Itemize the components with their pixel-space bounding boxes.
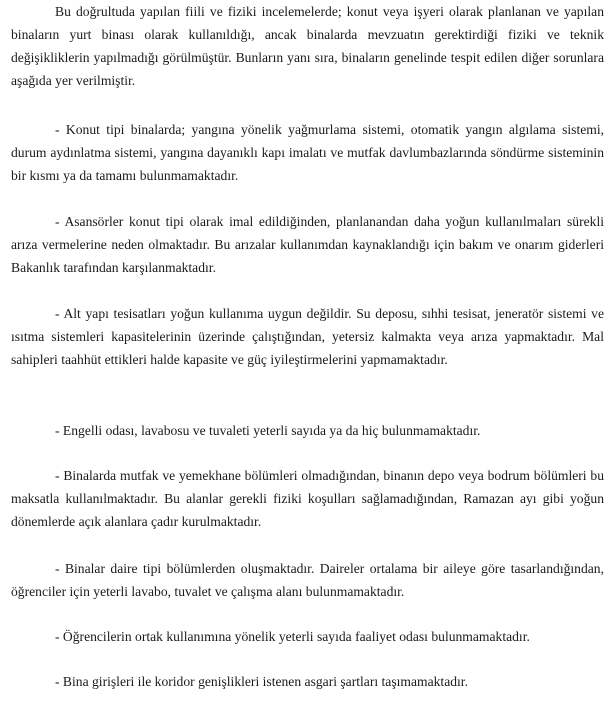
paragraph-intro: Bu doğrultuda yapılan fiili ve fiziki incelemelerde; konut veya işyeri olarak planlanan ve yapılan binaların yurt binası olarak kullanıldığı, ancak binalarda mevzuatın gerektirdiği fiziki ve teknik değişikliklerin yapılmadığı görülmüştür. Bunların yanı sıra, binaların genelinde tespit edilen diğer sorunlara aşağıda yer verilmiştir. bbox=[11, 4, 604, 88]
paragraph-activity-rooms: - Öğrencilerin ortak kullanımına yönelik yeterli sayıda faaliyet odası bulunmamaktadır. bbox=[55, 629, 530, 644]
paragraph-infrastructure: - Alt yapı tesisatları yoğun kullanıma uygun değildir. Su deposu, sıhhi tesisat, jeneratör sistemi ve ısıtma sistemleri kapasitelerinin üzerinde çalıştığından, yetersiz kalmakta veya arıza yapmaktadır. Mal sahipleri taahhüt ettikleri halde kapasite ve güç iyileştirmelerini yapmamaktadır. bbox=[11, 306, 604, 367]
paragraph-apartments: - Binalar daire tipi bölümlerden oluşmaktadır. Daireler ortalama bir aileye göre tasarlandığından, öğrenciler için yeterli lavabo, tuvalet ve çalışma alanı bulunmamaktadır. bbox=[11, 561, 604, 599]
paragraph-kitchen: - Binalarda mutfak ve yemekhane bölümleri olmadığından, binanın depo veya bodrum bölümleri bu maksatla kullanılmaktadır. Bu alanlar gerekli fiziki koşulları sağlamadığından, Ramazan ayı gibi yoğun dönemlerde açık alanlara çadır kurulmaktadır. bbox=[11, 468, 604, 529]
paragraph-elevators: - Asansörler konut tipi olarak imal edildiğinden, planlanandan daha yoğun kullanılmaları sürekli arıza vermelerine neden olmaktadır. Bu arızalar kullanımdan kaynaklandığı için bakım ve onarım giderleri Bakanlık tarafından karşılanmaktadır. bbox=[11, 214, 604, 275]
paragraph-accessibility: - Engelli odası, lavabosu ve tuvaleti yeterli sayıda ya da hiç bulunmamaktadır. bbox=[55, 423, 481, 438]
paragraph-corridors: - Bina girişleri ile koridor genişlikleri istenen asgari şartları taşımamaktadır. bbox=[55, 674, 468, 689]
paragraph-fire-safety: - Konut tipi binalarda; yangına yönelik yağmurlama sistemi, otomatik yangın algılama sistemi, durum aydınlatma sistemi, yangına dayanıklı kapı imalatı ve mutfak davlumbazlarında söndürme sisteminin bir kısmı ya da tamamı bulunmamaktadır. bbox=[11, 122, 604, 183]
